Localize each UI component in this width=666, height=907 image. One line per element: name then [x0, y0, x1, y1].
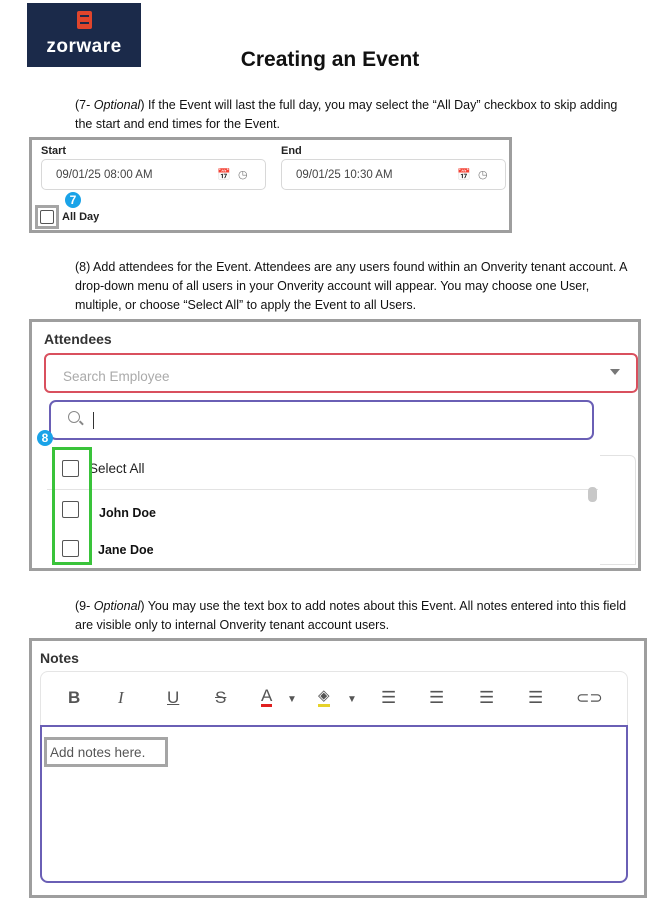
end-label: End	[281, 145, 302, 157]
page-title: Creating an Event	[240, 48, 420, 71]
notes-heading: Notes	[40, 650, 79, 666]
start-datetime-field[interactable]	[41, 159, 266, 190]
font-color-button[interactable]: A	[261, 686, 273, 705]
calendar-icon[interactable]: 📅	[457, 169, 471, 181]
highlight-color-icon[interactable]: ◈	[318, 688, 330, 707]
logo-name: zorware	[46, 36, 122, 57]
logo-mark-icon	[77, 11, 92, 29]
option-john-doe[interactable]: John Doe	[99, 506, 156, 520]
start-end-panel	[29, 137, 512, 233]
start-datetime-value: 09/01/25 08:00 AM	[56, 169, 153, 181]
step-badge-7: 7	[65, 192, 81, 208]
caret-down-icon[interactable]: ▼	[287, 694, 297, 705]
dropdown-search-input[interactable]	[49, 400, 594, 440]
attendees-panel	[29, 319, 641, 571]
section8-paragraph: (8) Add attendees for the Event. Attendees are any users found within an Onverity tenant account. A drop-down menu of all users in your Onverity account will appear. You may choose one User, multiple, or choose “Select All” to apply the Event to all Users.	[75, 260, 627, 312]
clock-icon[interactable]: ◷	[478, 169, 488, 181]
background-panel	[600, 455, 636, 565]
notes-panel	[29, 638, 647, 898]
calendar-icon[interactable]: 📅	[217, 169, 231, 181]
step-badge-8: 8	[37, 430, 53, 446]
option-select-all[interactable]: Select All	[89, 461, 145, 476]
attendees-heading: Attendees	[44, 331, 112, 347]
zorware-logo	[27, 3, 141, 67]
rich-text-toolbar	[40, 671, 628, 725]
dropdown-scrollbar[interactable]	[588, 487, 597, 502]
search-employee-placeholder: Search Employee	[63, 369, 170, 384]
start-label: Start	[41, 145, 67, 157]
link-icon[interactable]: ⊂⊃	[576, 690, 603, 707]
end-datetime-value: 09/01/25 10:30 AM	[296, 169, 393, 181]
end-datetime-field[interactable]	[281, 159, 506, 190]
all-day-checkbox[interactable]	[40, 210, 54, 224]
employee-dropdown	[47, 397, 600, 564]
caret-down-icon[interactable]: ▼	[347, 694, 357, 705]
notes-placeholder: Add notes here.	[50, 745, 146, 760]
italic-button[interactable]: I	[118, 688, 124, 707]
all-day-label: All Day	[62, 211, 100, 223]
chevron-down-icon[interactable]	[610, 369, 620, 375]
clock-icon[interactable]: ◷	[238, 169, 248, 181]
ordered-list-icon[interactable]: ☰	[381, 688, 397, 707]
underline-button[interactable]: U	[167, 688, 180, 707]
text-cursor	[93, 412, 94, 429]
divider	[47, 489, 598, 490]
indent-icon[interactable]: ☰	[528, 688, 544, 707]
checkbox-highlight	[52, 447, 92, 565]
section9-paragraph: (9- Optional) You may use the text box to add notes about this Event. All notes entered into this field are visible only to internal Onverity tenant account users.	[75, 599, 627, 632]
bold-button[interactable]: B	[68, 688, 81, 707]
search-icon	[68, 411, 80, 423]
section7-paragraph: (7- Optional) If the Event will last the full day, you may select the “All Day” checkbox to skip adding the start and end times for the Event.	[75, 98, 618, 131]
strikethrough-button[interactable]: S	[215, 688, 227, 707]
bulleted-list-icon[interactable]: ☰	[429, 688, 445, 707]
search-employee-select[interactable]	[44, 353, 638, 393]
option-jane-doe[interactable]: Jane Doe	[98, 543, 154, 557]
outdent-icon[interactable]: ☰	[479, 688, 495, 707]
